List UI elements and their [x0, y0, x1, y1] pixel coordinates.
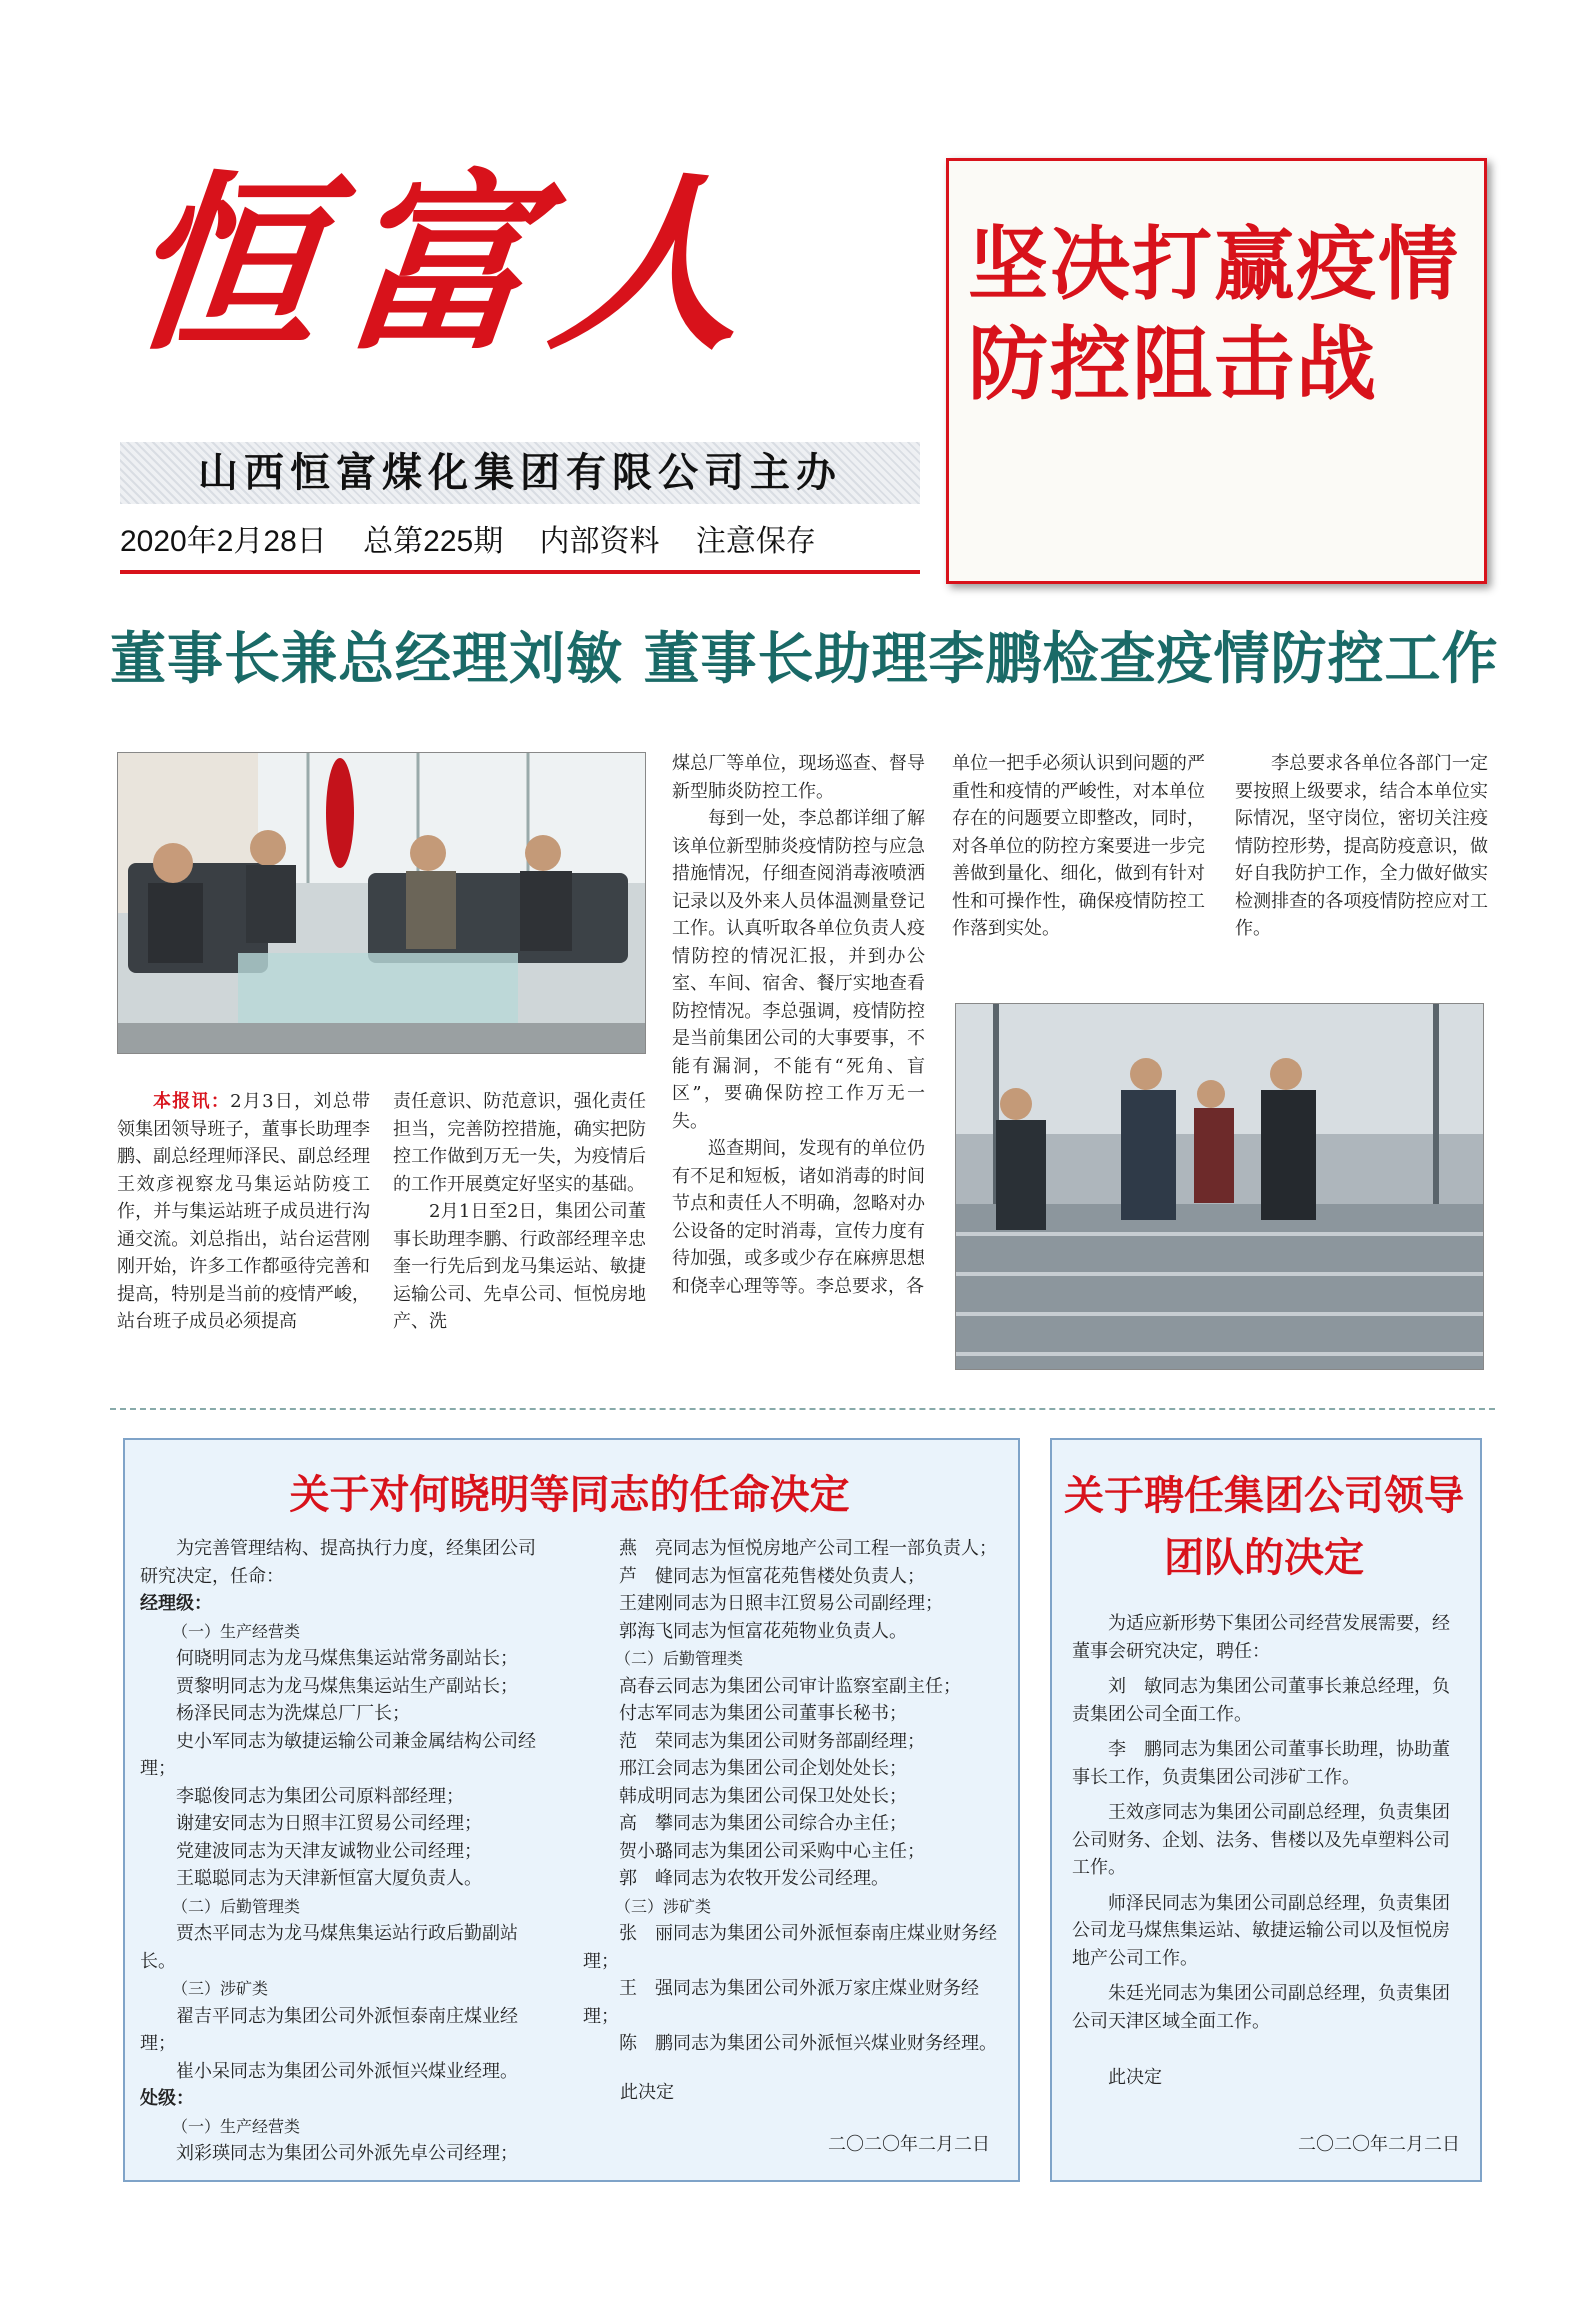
appointment-line: 谢建安同志为日照丰江贸易公司经理；	[176, 1813, 482, 1834]
appointment-line: 经理级：	[140, 1593, 212, 1614]
appointment-line: 翟吉平同志为集团公司外派恒泰南庄煤业经理；	[140, 2005, 518, 2054]
article-col3-para2: 每到一处，李总都详细了解该单位新型肺炎疫情防控与应急措施情况，仔细查阅消毒液喷洒记录以及外来人员体温测量登记工作。认真听取各单位负责人疫情防控的情况汇报，并到办公室、车间、宿舍、餐厅实地查看防控情况。李总强调，疫情防控是当前集团公司的大事要事，不能有漏洞，不能有“死角、盲区”，要确保防控工作万无一失。	[672, 808, 925, 1132]
appointment-line: 党建波同志为天津友诚物业公司经理；	[176, 1840, 482, 1862]
leadership-paragraph: 师泽民同志为集团公司副总经理，负责集团公司龙马煤焦集运站、敏捷运输公司以及恒悦房地产公司工作。	[1072, 1892, 1450, 1969]
leadership-date: 二〇二〇年二月二日	[1298, 2134, 1460, 2155]
appointment-line: 高 攀同志为集团公司综合办主任；	[619, 1813, 907, 1834]
article-lead-label: 本报讯：	[153, 1091, 231, 1112]
appointment-line: 崔小呆同志为集团公司外派恒兴煤业经理。	[176, 2060, 518, 2082]
appointment-line: 韩成明同志为集团公司保卫处处长；	[619, 1785, 907, 1807]
appointment-line: （二）后勤管理类	[615, 1649, 744, 1668]
appointment-list-right	[583, 1535, 1003, 2058]
appointment-line: 刘彩瑛同志为集团公司外派先卓公司经理；	[176, 2143, 518, 2164]
article-col2-para2: 2月1日至2日，集团公司董事长助理李鹏、行政部经理辛忠奎一行先后到龙马集运站、敏捷运输公司、先卓公司、恒悦房地产、洗	[393, 1201, 646, 1332]
headline: 董事长兼总经理刘敏 董事长助理李鹏检查疫情防控工作	[110, 627, 1499, 692]
appointment-line: （一）生产经营类	[172, 1621, 301, 1641]
section-divider	[110, 1408, 1495, 1410]
appointment-line: 王聪聪同志为天津新恒富大厦负责人。	[176, 1868, 482, 1889]
slogan: 坚决打赢疫情防控阻击战	[968, 218, 1460, 411]
appointment-line: （二）后勤管理类	[172, 1896, 301, 1916]
article-column-1	[117, 1088, 370, 1336]
internal-note: 内部资料	[539, 525, 660, 558]
article-column-3	[672, 750, 925, 1300]
appointment-line: 陈 鹏同志为集团公司外派恒兴煤业财务经理。	[619, 2033, 997, 2054]
leadership-paragraph: 李 鹏同志为集团公司董事长助理，协助董事长工作，负责集团公司涉矿工作。	[1072, 1739, 1450, 1788]
appointment-line: 邢江会同志为集团公司企划处处长；	[619, 1758, 907, 1779]
appointment-line: 高春云同志为集团公司审计监察室副主任；	[619, 1675, 961, 1697]
appointment-line: 付志军同志为集团公司董事长秘书；	[619, 1703, 907, 1724]
issue-line	[120, 520, 920, 564]
article-column-2	[393, 1088, 646, 1336]
article-col5-para1: 李总要求各单位各部门一定要按照上级要求，结合本单位实际情况，坚守岗位，密切关注疫情防控形势，提高防疫意识，做好自我防护工作，全力做好做实检测排查的各项疫情防控应对工作。	[1235, 753, 1488, 939]
appointment-line: （三）涉矿类	[172, 1979, 269, 1998]
sponsor-line: 山西恒富煤化集团有限公司主办	[120, 442, 920, 504]
article-col3-para3: 巡查期间，发现有的单位仍有不足和短板，诸如消毒的时间节点和责任人不明确，忽略对办公设备的定时消毒，宣传力度有待加强，或多或少存在麻痹思想和侥幸心理等等。李总要求，各	[672, 1138, 925, 1297]
appointment-line: 杨泽民同志为洗煤总厂厂长；	[176, 1703, 410, 1724]
appointment-line: 处级：	[140, 2088, 194, 2109]
appointment-list-left	[140, 1590, 550, 2168]
article-column-4	[952, 750, 1205, 943]
appointment-line: 李聪俊同志为集团公司原料部经理；	[176, 1785, 464, 1807]
appointment-decision: 此决定	[620, 2082, 674, 2103]
article-col4-para1: 单位一把手必须认识到问题的严重性和疫情的严峻性，对本单位存在的问题要立即整改，同时，对各单位的防控方案要进一步完善做到量化、细化，做到有针对性和可操作性，确保疫情防控工作落到实处。	[952, 753, 1205, 939]
appointment-line: 郭海飞同志为恒富花苑物业负责人。	[619, 1620, 907, 1642]
article-col1-text: 2月3日，刘总带领集团领导班子，董事长助理李鹏、副总经理师泽民、副总经理王效彦视察龙马集运站防疫工作，并与集运站班子成员进行沟通交流。刘总指出，站台运营刚刚开始，许多工作都亟待完善和提高，特别是当前的疫情严峻，站台班子成员必须提高	[117, 1091, 370, 1332]
article-col3-para1: 煤总厂等单位，现场巡查、督导新型肺炎防控工作。	[672, 753, 925, 802]
issue-date: 2020年2月28日	[120, 525, 327, 558]
appointment-line: （三）涉矿类	[615, 1896, 712, 1916]
appointment-line: 王建刚同志为日照丰江贸易公司副经理；	[619, 1593, 943, 1614]
appointment-line: 芦 健同志为恒富花苑售楼处负责人；	[619, 1565, 925, 1587]
appointment-line: 贾杰平同志为龙马煤焦集运站行政后勤副站长。	[140, 1923, 518, 1972]
appointment-date: 二〇二〇年二月二日	[828, 2134, 990, 2155]
appointment-line: 燕 亮同志为恒悦房地产公司工程一部负责人；	[619, 1538, 997, 1559]
appointment-line: 何晓明同志为龙马煤焦集运站常务副站长；	[176, 1648, 518, 1669]
leadership-decision: 此决定	[1108, 2067, 1162, 2088]
leadership-paragraph: 朱廷光同志为集团公司副总经理，负责集团公司天津区域全面工作。	[1072, 1983, 1450, 2032]
appointment-notice-intro: 为完善管理结构、提高执行力度，经集团公司研究决定，任命：	[140, 1538, 536, 1587]
keep-note: 注意保存	[695, 525, 816, 558]
photo-inspection	[955, 1003, 1484, 1370]
leadership-notice-body	[1072, 1610, 1462, 2043]
appointment-line: 贺小璐同志为集团公司采购中心主任；	[619, 1840, 925, 1862]
masthead-rule	[120, 570, 920, 574]
issue-number: 总第225期	[363, 525, 504, 558]
leadership-paragraph: 王效彦同志为集团公司副总经理，负责集团公司财务、企划、法务、售楼以及先卓塑料公司工作。	[1072, 1802, 1450, 1878]
appointment-notice-title: 关于对何晓明等同志的任命决定	[289, 1472, 850, 1518]
appointment-notice-left	[140, 1535, 550, 2168]
leadership-paragraph: 刘 敏同志为集团公司董事长兼总经理，负责集团公司全面工作。	[1072, 1676, 1450, 1725]
article-column-5	[1235, 750, 1488, 943]
appointment-line: 范 荣同志为集团公司财务部副经理；	[619, 1730, 925, 1752]
appointment-line: （一）生产经营类	[172, 2116, 301, 2136]
photo-meeting	[117, 752, 646, 1054]
leadership-notice-title: 关于聘任集团公司领导团队的决定	[1064, 1473, 1464, 1581]
article-col2-para1: 责任意识、防范意识，强化责任担当，完善防控措施，确实把防控工作做到万无一失，为疫情后的工作开展奠定好坚实的基础。	[393, 1091, 646, 1195]
appointment-line: 史小军同志为敏捷运输公司兼金属结构公司经理；	[140, 1730, 536, 1779]
appointment-line: 贾黎明同志为龙马煤焦集运站生产副站长；	[176, 1675, 518, 1697]
appointment-notice-right	[583, 1535, 1003, 2058]
appointment-line: 王 强同志为集团公司外派万家庄煤业财务经理；	[583, 1978, 979, 2027]
leadership-paragraph: 为适应新形势下集团公司经营发展需要，经董事会研究决定，聘任：	[1072, 1613, 1450, 1662]
masthead-title: 恒富人	[118, 153, 778, 376]
appointment-line: 郭 峰同志为农牧开发公司经理。	[619, 1868, 889, 1889]
appointment-line: 张 丽同志为集团公司外派恒泰南庄煤业财务经理；	[583, 1923, 997, 1972]
